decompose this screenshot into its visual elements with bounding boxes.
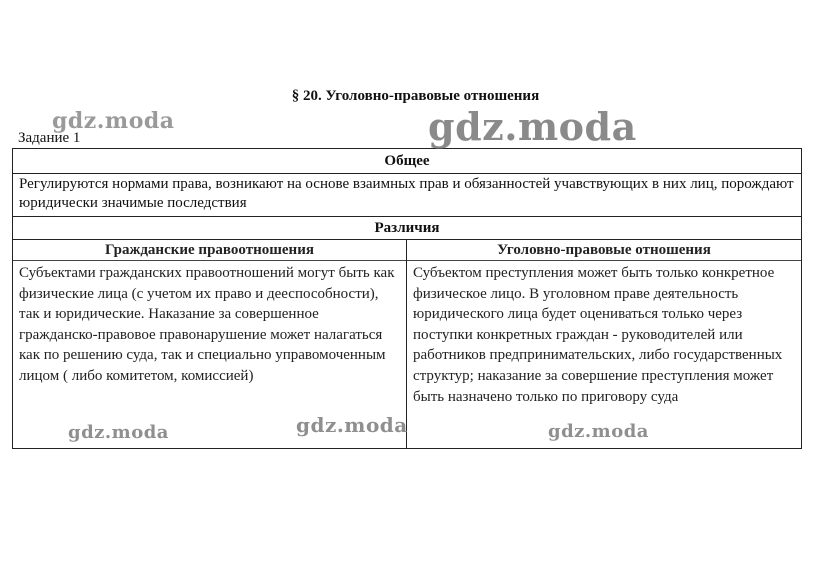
task-label: Задание 1 [18, 130, 81, 146]
general-header: Общее [13, 149, 801, 174]
watermark-logo: gdz.moda [296, 413, 408, 437]
watermark-logo: gdz.moda [68, 422, 169, 443]
criminal-text: Субъектом преступления может быть только конкретное физическое лицо. В уголовном праве деятельность юридического лица будет оцениваться только через поступки конкретных граждан - руководителей или работников предпринимательских, либо государственных структур; наказание за совершение преступления может быть назначено только по приговору суда [413, 265, 783, 405]
differences-header: Различия [13, 217, 801, 240]
civil-text: Субъектами гражданских правоотношений могут быть как физические лица (с учетом их право и дееспособности), так и юридические. Наказание за совершенное гражданско-правовое правонарушение может налагаться как по решению суда, так и специально управомоченным лицом ( либо комитетом, комиссией) [19, 265, 395, 384]
watermark-logo: gdz.moda [548, 421, 649, 442]
criminal-header: Уголовно-правовые отношения [407, 240, 801, 261]
watermark-logo: gdz.moda [52, 108, 175, 134]
watermark-logo: gdz.moda [428, 104, 637, 149]
page-title: § 20. Уголовно-правовые отношения [291, 88, 540, 104]
general-text: Регулируются нормами права, возникают на основе взаимных прав и обязанностей учавствующих в них лиц, порождают юридически значимые последствия [13, 174, 801, 217]
criminal-column [407, 240, 801, 448]
civil-header: Гражданские правоотношения [13, 240, 406, 261]
comparison-table [12, 148, 802, 449]
